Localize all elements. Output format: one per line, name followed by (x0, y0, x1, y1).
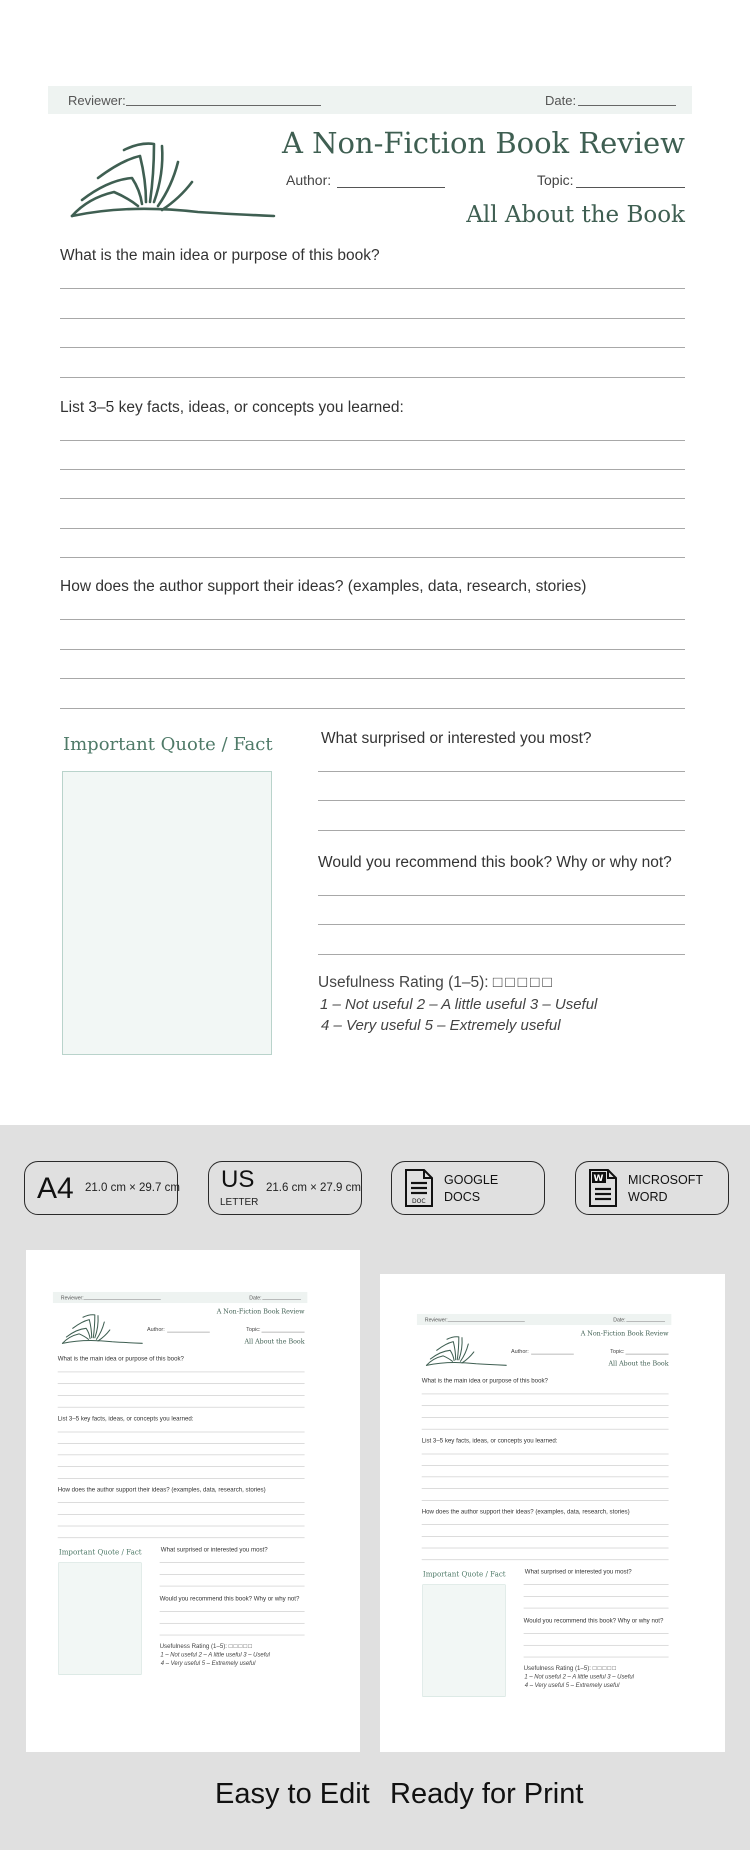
rating-scale-line-1: 1 – Not useful 2 – A little useful 3 – Useful (160, 1651, 270, 1659)
question-surprised: What surprised or interested you most? (321, 730, 592, 747)
us-letter-preview-content (398, 1280, 694, 1724)
reviewer-date-bar (417, 1314, 671, 1325)
reviewer-field[interactable] (126, 105, 321, 106)
date-label: Date: (613, 1316, 626, 1323)
reviewer-label: Reviewer: (60, 1294, 84, 1301)
google-docs-line2: DOCS (444, 1190, 481, 1204)
date-label: Date: (545, 93, 577, 108)
question-recommend: Would you recommend this book? Why or why not? (523, 1617, 664, 1625)
writing-line[interactable] (60, 557, 685, 558)
author-label: Author: (286, 172, 332, 188)
reviewer-date-bar (48, 86, 692, 114)
us-letter-preview-thumbnail (380, 1274, 725, 1752)
question-main-idea: What is the main idea or purpose of this book? (60, 247, 380, 264)
a4-label: A4 (37, 1172, 74, 1205)
reviewer-date-bar (53, 1292, 307, 1303)
a4-size: 21.0 cm × 29.7 cm (85, 1182, 180, 1194)
question-author-support: How does the author support their ideas? (examples, data, research, stories) (57, 1486, 266, 1494)
worksheet-title: A Non-Fiction Book Review (580, 1329, 669, 1338)
date-field[interactable] (578, 105, 676, 106)
question-surprised: What surprised or interested you most? (524, 1568, 632, 1576)
document-icon (404, 1168, 434, 1208)
open-book-icon (425, 1335, 508, 1367)
a4-preview-thumbnail (26, 1250, 360, 1752)
quote-heading: Important Quote / Fact (63, 734, 273, 755)
section-subtitle: All About the Book (608, 1359, 669, 1368)
writing-line[interactable] (60, 469, 685, 470)
format-google-docs-badge[interactable] (391, 1161, 545, 1215)
worksheet-title: A Non-Fiction Book Review (216, 1307, 305, 1316)
usefulness-rating (160, 1643, 254, 1650)
writing-line[interactable] (318, 895, 685, 896)
tagline-easy-to-edit: Easy to Edit (215, 1778, 370, 1810)
rating-label: Usefulness Rating (1–5): (159, 1642, 227, 1650)
writing-line[interactable] (60, 619, 685, 620)
question-surprised: What surprised or interested you most? (160, 1546, 268, 1554)
writing-line[interactable] (60, 288, 685, 289)
writing-line[interactable] (318, 954, 685, 955)
question-author-support: How does the author support their ideas? (examples, data, research, stories) (421, 1508, 630, 1516)
writing-line[interactable] (60, 347, 685, 348)
date-label: Date: (249, 1294, 262, 1301)
topic-label: Topic: (246, 1325, 261, 1333)
writing-line[interactable] (318, 924, 685, 925)
word-icon-text: W (593, 1174, 604, 1184)
microsoft-word-line2: WORD (628, 1190, 668, 1204)
author-label: Author: (146, 1325, 165, 1333)
usefulness-rating (318, 974, 555, 992)
us-size: 21.6 cm × 27.9 cm (266, 1182, 361, 1194)
question-key-facts: List 3–5 key facts, ideas, or concepts you learned: (421, 1437, 558, 1445)
writing-line[interactable] (60, 678, 685, 679)
writing-line[interactable] (318, 800, 685, 801)
format-a4-badge[interactable] (24, 1161, 178, 1215)
writing-line[interactable] (60, 528, 685, 529)
author-label: Author: (510, 1347, 529, 1355)
question-recommend: Would you recommend this book? Why or why not? (159, 1595, 300, 1603)
topic-label: Topic: (537, 172, 574, 188)
writing-line[interactable] (318, 830, 685, 831)
reviewer-label: Reviewer: (68, 93, 126, 108)
rating-scale-line-2: 4 – Very useful 5 – Extremely useful (524, 1681, 620, 1689)
topic-label: Topic: (610, 1347, 625, 1355)
quote-heading: Important Quote / Fact (422, 1569, 506, 1579)
question-author-support: How does the author support their ideas? (examples, data, research, stories) (60, 578, 587, 595)
writing-line[interactable] (60, 498, 685, 499)
word-document-icon (588, 1168, 618, 1208)
author-field[interactable] (337, 187, 445, 188)
writing-line[interactable] (60, 377, 685, 378)
section-subtitle: All About the Book (244, 1337, 305, 1346)
rating-label: Usefulness Rating (1–5): (523, 1664, 591, 1672)
question-recommend: Would you recommend this book? Why or why not? (318, 854, 672, 871)
question-main-idea: What is the main idea or purpose of this book? (57, 1355, 184, 1363)
writing-line[interactable] (60, 708, 685, 709)
quote-box[interactable] (62, 771, 272, 1055)
rating-scale-line-2: 4 – Very useful 5 – Extremely useful (160, 1659, 256, 1667)
section-subtitle: All About the Book (466, 202, 685, 228)
question-main-idea: What is the main idea or purpose of this book? (421, 1377, 548, 1385)
question-key-facts: List 3–5 key facts, ideas, or concepts you learned: (57, 1415, 194, 1423)
google-docs-line1: GOOGLE (444, 1173, 499, 1187)
quote-box[interactable] (422, 1585, 505, 1697)
writing-line[interactable] (60, 440, 685, 441)
writing-line[interactable] (318, 771, 685, 772)
question-key-facts: List 3–5 key facts, ideas, or concepts you learned: (60, 399, 404, 416)
microsoft-word-line1: MICROSOFT (628, 1173, 703, 1187)
a4-preview-content (34, 1258, 330, 1702)
writing-line[interactable] (60, 649, 685, 650)
format-us-letter-badge[interactable] (208, 1161, 362, 1215)
rating-checkboxes[interactable]: □□□□□ (228, 1642, 254, 1650)
open-book-icon (61, 1313, 144, 1345)
doc-icon-text: DOC (412, 1198, 426, 1205)
rating-scale-line-1: 1 – Not useful 2 – A little useful 3 – Useful (320, 996, 598, 1013)
open-book-icon (68, 140, 278, 220)
us-label: US (221, 1166, 255, 1193)
writing-line[interactable] (60, 318, 685, 319)
reviewer-label: Reviewer: (424, 1316, 448, 1323)
us-sublabel: LETTER (220, 1197, 259, 1208)
rating-checkboxes[interactable]: □□□□□ (492, 974, 555, 991)
rating-scale-line-2: 4 – Very useful 5 – Extremely useful (321, 1017, 561, 1034)
worksheet-title: A Non-Fiction Book Review (281, 126, 685, 160)
rating-checkboxes[interactable]: □□□□□ (592, 1664, 618, 1672)
usefulness-rating (524, 1665, 618, 1672)
rating-label: Usefulness Rating (1–5): (318, 974, 489, 991)
tagline-ready-for-print: Ready for Print (390, 1778, 584, 1810)
quote-heading: Important Quote / Fact (58, 1547, 142, 1557)
format-microsoft-word-badge[interactable] (575, 1161, 729, 1215)
rating-scale-line-1: 1 – Not useful 2 – A little useful 3 – Useful (524, 1673, 634, 1681)
quote-box[interactable] (58, 1563, 141, 1675)
topic-field[interactable] (576, 187, 685, 188)
